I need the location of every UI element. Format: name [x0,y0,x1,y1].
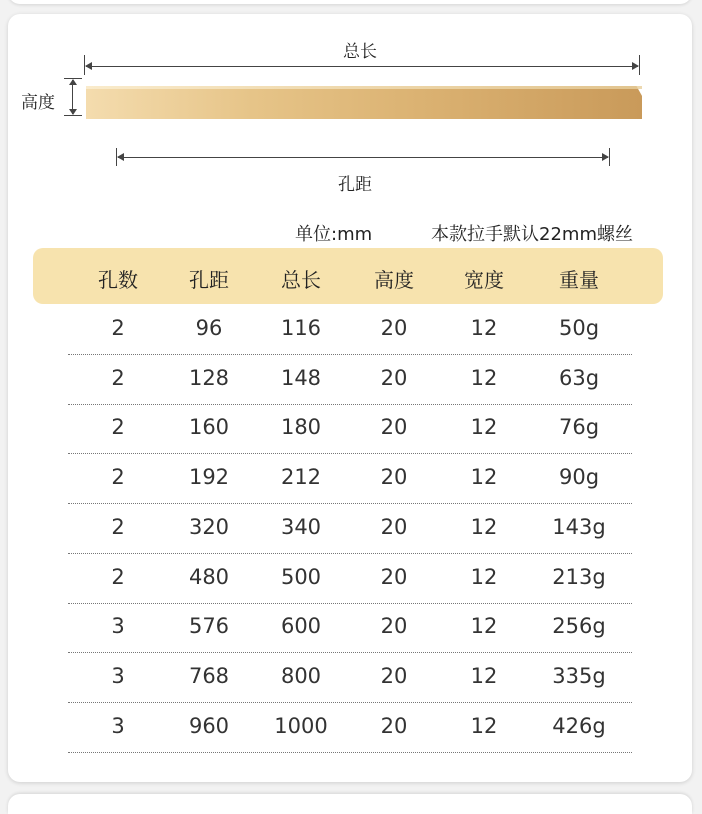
cell-hole-count: 2 [111,415,125,439]
cell-width: 12 [470,465,498,489]
cell-hole-distance: 96 [195,316,223,340]
cell-hole-count: 2 [111,316,125,340]
cell-width: 12 [470,714,498,738]
cell-total-length: 180 [280,415,322,439]
cell-total-length: 212 [280,465,322,489]
column-header-hole-distance: 孔距 [189,268,229,292]
cell-height: 20 [380,515,408,539]
cell-weight: 256g [552,614,606,638]
height-label: 高度 [21,93,55,113]
height-down-arrow [69,109,77,115]
row-divider [68,652,632,653]
cell-hole-count: 2 [111,565,125,589]
cell-hole-count: 2 [111,465,125,489]
cell-width: 12 [470,565,498,589]
cell-total-length: 800 [280,664,322,688]
total-length-label: 总长 [343,42,377,62]
cell-width: 12 [470,366,498,390]
total-length-right-arrow [632,62,639,70]
cell-total-length: 340 [280,515,322,539]
cell-hole-count: 3 [111,614,125,638]
hole-distance-right-tick [609,148,610,166]
hole-distance-label: 孔距 [338,175,372,195]
cell-hole-distance: 128 [188,366,230,390]
cell-width: 12 [470,614,498,638]
row-divider [68,752,632,753]
row-divider [68,453,632,454]
cell-weight: 90g [558,465,600,489]
cell-width: 12 [470,415,498,439]
cell-height: 20 [380,565,408,589]
cell-total-length: 148 [280,366,322,390]
cell-weight: 213g [552,565,606,589]
cell-height: 20 [380,664,408,688]
cell-width: 12 [470,664,498,688]
cell-hole-count: 3 [111,714,125,738]
next-card-edge [8,794,692,814]
cell-hole-count: 2 [111,366,125,390]
cell-height: 20 [380,465,408,489]
cell-weight: 50g [558,316,600,340]
cell-hole-distance: 960 [188,714,230,738]
height-up-arrow [69,79,77,85]
screw-note: 本款拉手默认22mm螺丝 [431,224,633,245]
row-divider [68,503,632,504]
cell-hole-distance: 768 [188,664,230,688]
handle-illustration [86,86,642,119]
unit-note: 单位:mm [295,224,373,245]
row-divider [68,404,632,405]
column-header-width: 宽度 [464,268,504,292]
cell-hole-distance: 192 [188,465,230,489]
row-divider [68,603,632,604]
total-length-left-arrow [85,62,92,70]
cell-height: 20 [380,614,408,638]
hole-distance-line [118,157,608,158]
cell-height: 20 [380,366,408,390]
column-header-total-length: 总长 [281,268,321,292]
cell-total-length: 1000 [274,714,328,738]
cell-hole-distance: 576 [188,614,230,638]
cell-hole-distance: 480 [188,565,230,589]
row-divider [68,354,632,355]
dimension-diagram [0,0,702,200]
cell-height: 20 [380,415,408,439]
cell-height: 20 [380,714,408,738]
total-length-line [86,66,638,67]
row-divider [68,553,632,554]
cell-hole-count: 3 [111,664,125,688]
cell-hole-count: 2 [111,515,125,539]
cell-weight: 335g [552,664,606,688]
column-header-hole-count: 孔数 [98,268,138,292]
cell-total-length: 116 [280,316,322,340]
cell-weight: 143g [552,515,606,539]
column-header-height: 高度 [374,268,414,292]
cell-width: 12 [470,316,498,340]
cell-weight: 426g [552,714,606,738]
cell-hole-distance: 160 [188,415,230,439]
total-length-right-tick [639,55,640,75]
height-bottom-tick [64,115,82,116]
handle-highlight [86,86,642,89]
column-header-weight: 重量 [559,268,599,292]
hole-distance-right-arrow [602,153,609,161]
hole-distance-left-arrow [117,153,124,161]
cell-total-length: 500 [280,565,322,589]
cell-weight: 76g [558,415,600,439]
row-divider [68,702,632,703]
cell-total-length: 600 [280,614,322,638]
cell-hole-distance: 320 [188,515,230,539]
cell-weight: 63g [558,366,600,390]
cell-height: 20 [380,316,408,340]
cell-width: 12 [470,515,498,539]
